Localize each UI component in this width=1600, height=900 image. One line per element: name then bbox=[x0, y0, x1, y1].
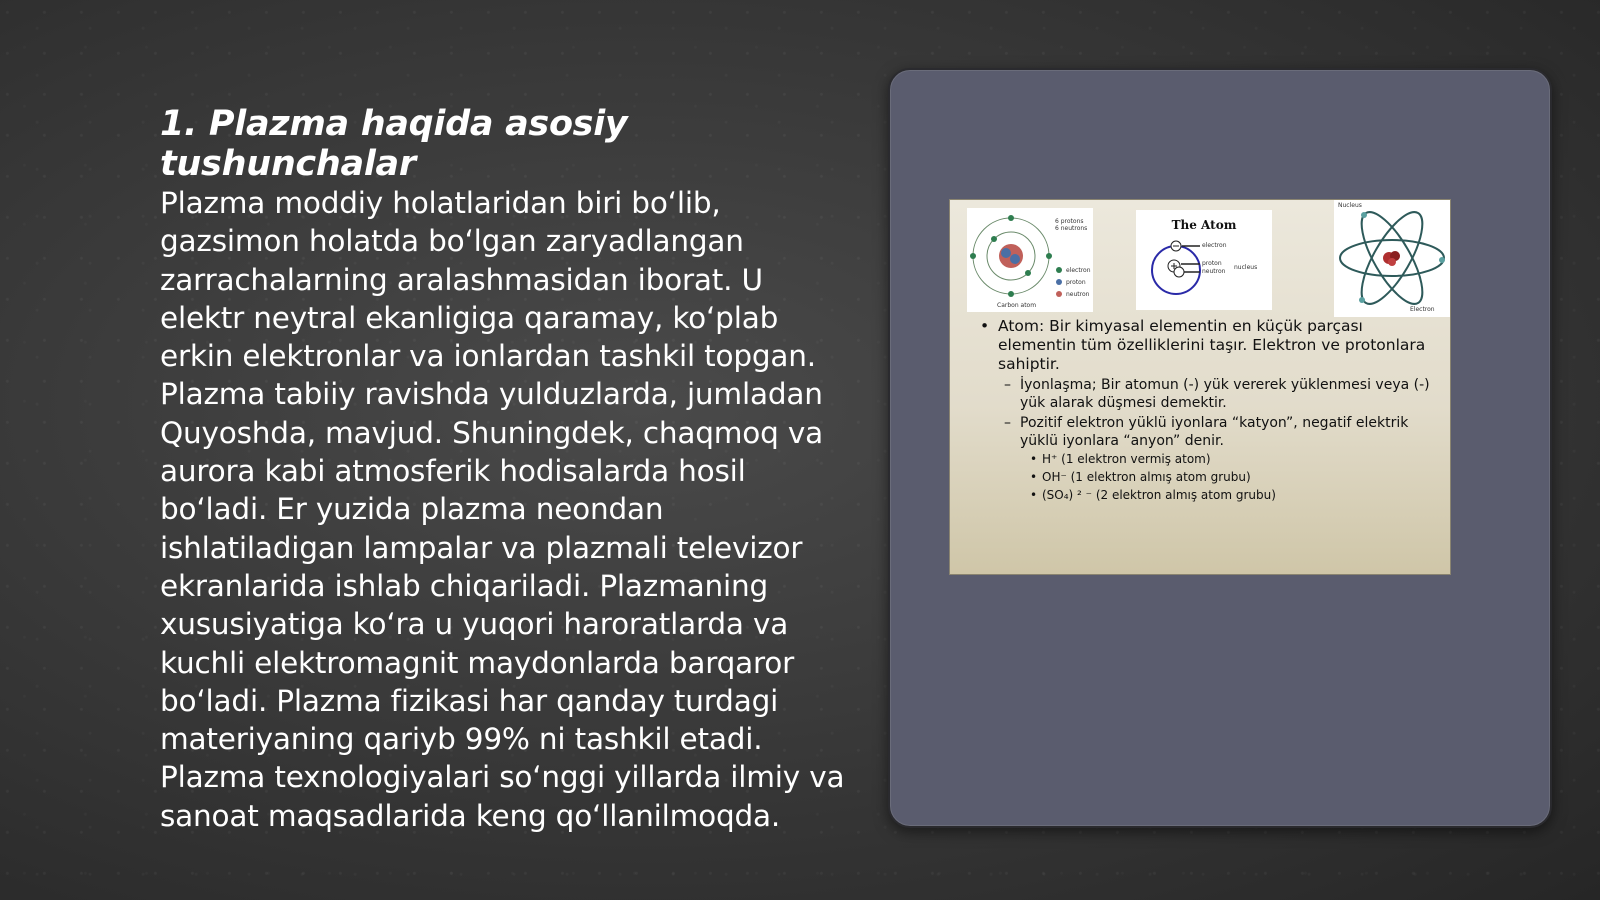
ion-example-sulfate: • (SO₄) ² ⁻ (2 elektron almış atom grubu) bbox=[978, 487, 1438, 504]
atom-label-electron: electron bbox=[1202, 242, 1227, 249]
sub-bullet-cation-anion: – Pozitif elektron yüklü iyonlara “katyon”, negatif elektrik yüklü iyonlara “anyon” denir. bbox=[978, 415, 1438, 450]
atom-symbol-icon bbox=[1334, 200, 1450, 317]
orbit-label-electron: Electron bbox=[1410, 306, 1435, 313]
embedded-slide-image bbox=[950, 200, 1450, 574]
carbon-label-proton: proton bbox=[1066, 279, 1086, 286]
atom-label-nucleus: nucleus bbox=[1234, 264, 1258, 271]
bullet-atom-definition: • Atom: Bir kimyasal elementin en küçük parçası elementin tüm özelliklerini taşır. Elektron ve protonlara sahiptir. bbox=[978, 317, 1438, 374]
atom-label-neutron: neutron bbox=[1202, 268, 1226, 275]
atom-label-proton: proton bbox=[1202, 260, 1222, 267]
carbon-caption: Carbon atom bbox=[997, 302, 1037, 309]
body-paragraph: Plazma moddiy holatlaridan biri bo‘lib, gazsimon holatda bo‘lgan zaryadlangan zarrachalarning aralashmasidan iborat. U elektr neytral ekanligiga qaramay, ko‘plab erkin elektronlar va ionlardan tashkil topgan. Plazma tabiiy ravishda yulduzlarda, jumladan Quyoshda, mavjud. Shuningdek, chaqmoq va aurora kabi atmosferik hodisalarda hosil bo‘ladi. Er yuzida plazma neondan ishlatiladigan lampalar va plazmali televizor ekranlarida ishlab chiqariladi. Plazmaning xususiyatiga ko‘ra u yuqori haroratlarda va kuchli elektromagnit maydonlarda barqaror bo‘ladi. Plazma fizikasi har qanday turdagi materiyaning qariyb 99% ni tashkil etadi. Plazma texnologiyalari so‘nggi yillarda ilmiy va sanoat maqsadlarida keng qo‘llanilmoqda. bbox=[160, 186, 845, 833]
ion-example-hydrogen: • H⁺ (1 elektron vermiş atom) bbox=[978, 451, 1438, 468]
slide-title: 1. Plazma haqida asosiy tushunchalar bbox=[160, 104, 628, 184]
the-atom-title: The Atom bbox=[1171, 218, 1237, 232]
carbon-label-electron: electron bbox=[1066, 267, 1091, 274]
carbon-label-protons: 6 protons bbox=[1055, 218, 1084, 225]
carbon-label-neutron: neutron bbox=[1066, 291, 1090, 298]
orbit-atom-diagram bbox=[1334, 200, 1450, 317]
carbon-label-neutrons: 6 neutrons bbox=[1055, 225, 1088, 232]
the-atom-diagram bbox=[1136, 210, 1272, 310]
embedded-bullet-list bbox=[978, 317, 1438, 504]
orbit-label-nucleus: Nucleus bbox=[1338, 202, 1362, 209]
ion-example-hydroxide: • OH⁻ (1 elektron almış atom grubu) bbox=[978, 469, 1438, 486]
carbon-atom-diagram bbox=[967, 208, 1093, 312]
sub-bullet-ionization: – İyonlaşma; Bir atomun (-) yük vererek yüklenmesi veya (-) yük alarak düşmesi demektir. bbox=[978, 377, 1438, 412]
